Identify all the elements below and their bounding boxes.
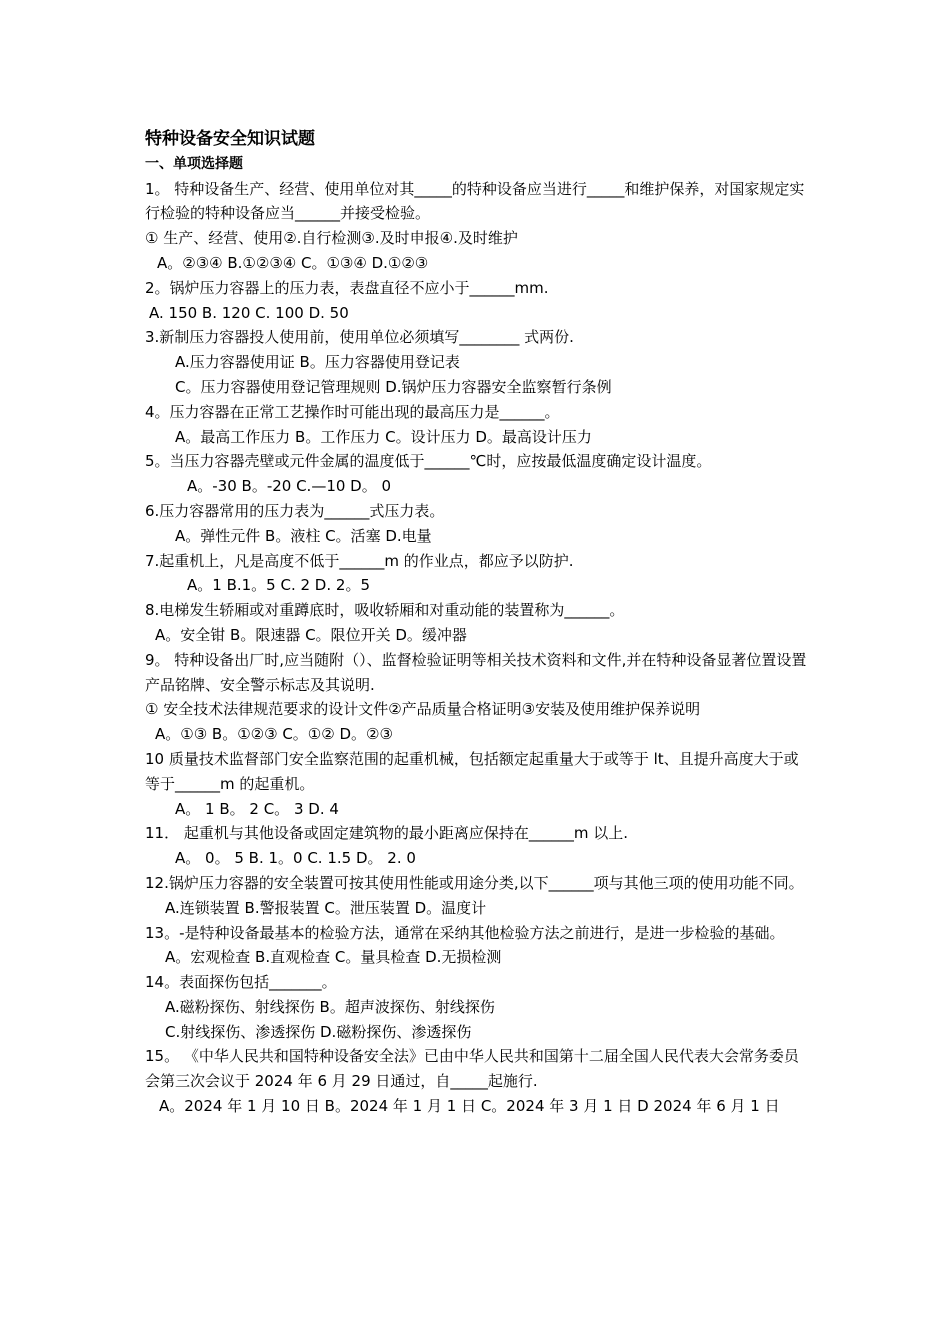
text-line: 5。当压力容器壳壁或元件金属的温度低于______℃时，应按最低温度确定设计温度。 [145,452,712,471]
text-line: ① 安全技术法律规范要求的设计文件②产品质量合格证明③安装及使用维护保养说明 [145,700,701,719]
text-line: 12.锅炉压力容器的安全装置可按其使用性能或用途分类,以下______项与其他三项的使用功能不同。 [145,873,804,892]
text-line: 10 质量技术监督部门安全监察范围的起重机械，包括额定起重量大于或等于 lt、且提升高度大于或等于______m 的起重机。 [145,749,799,793]
text-line: A。 1 B。 2 C。 3 D. 4 [175,799,339,818]
text-line: 7.起重机上，凡是高度不低于______m 的作业点，都应予以防护. [145,551,574,570]
text-line: A。最高工作压力 B。工作压力 C。设计压力 D。最高设计压力 [175,427,592,446]
text-line: 13。-是特种设备最基本的检验方法，通常在采纳其他检验方法之前进行，是进一步检验的基础。 [145,923,785,942]
text-line: 2。锅炉压力容器上的压力表，表盘直径不应小于______mm. [145,278,549,297]
question-list [145,177,810,1119]
text-line: A.磁粉探伤、射线探伤 B。超声波探伤、射线探伤 [165,997,495,1016]
text-line: 3.新制压力容器投人使用前，使用单位必须填写________ 式两份. [145,328,574,347]
text-line: C.射线探伤、渗透探伤 D.磁粉探伤、渗透探伤 [165,1022,472,1041]
text-line: A.压力容器使用证 B。压力容器使用登记表 [175,353,460,372]
text-line: 4。压力容器在正常工艺操作时可能出现的最高压力是______。 [145,402,560,421]
text-line: 14。表面探伤包括_______。 [145,973,337,992]
text-line: A.连锁装置 B.警报装置 C。泄压装置 D。温度计 [165,898,487,917]
text-line: A。①③ B。①②③ C。①② D。②③ [155,725,393,744]
text-line: A。宏观检查 B.直观检查 C。量具检查 D.无损检测 [165,948,502,967]
text-line: A。 0。 5 B. 1。0 C. 1.5 D。 2. 0 [175,849,416,868]
text-line: 9。 特种设备出厂时,应当随附（）、监督检验证明等相关技术资料和文件,并在特种设备显著位置设置产品铭牌、安全警示标志及其说明. [145,650,807,694]
document-body [145,127,810,1119]
text-line: 6.压力容器常用的压力表为______式压力表。 [145,501,445,520]
text-line: 11． 起重机与其他设备或固定建筑物的最小距离应保持在______m 以上. [145,824,629,843]
section-heading: 一、单项选择题 [145,155,243,172]
text-line: A. 150 B. 120 C. 100 D. 50 [149,303,349,322]
text-line: 1。 特种设备生产、经营、使用单位对其_____的特种设备应当进行_____和维护保养，对国家规定实行检验的特种设备应当______并接受检验。 [145,179,805,223]
document-title: 特种设备安全知识试题 [145,129,315,149]
text-line: ① 生产、经营、使用②.自行检测③.及时申报④.及时维护 [145,229,518,248]
text-line: A。-30 B。-20 C.—10 D。 0 [187,477,392,496]
text-line: A。1 B.1。5 C. 2 D. 2。5 [187,576,370,595]
text-line: 8.电梯发生轿厢或对重蹲底时，吸收轿厢和对重动能的装置称为______。 [145,601,625,620]
text-line: C。压力容器使用登记管理规则 D.锅炉压力容器安全监察暂行条例 [175,377,612,396]
text-line: A。②③④ B.①②③④ C。①③④ D.①②③ [157,253,429,272]
text-line: A。弹性元件 B。液柱 C。活塞 D.电量 [175,526,432,545]
text-line: A。安全钳 B。限速器 C。限位开关 D。缓冲器 [155,625,467,644]
text-line: A。2024 年 1 月 10 日 B。2024 年 1 月 1 日 C。2024 年 3 月 1 日 D 2024 年 6 月 1 日 [159,1097,780,1116]
text-line: 15。 《中华人民共和国特种设备安全法》已由中华人民共和国第十二届全国人民代表大会常务委员会第三次会议于 2024 年 6 月 29 日通过，自_____起施行. [145,1047,799,1091]
